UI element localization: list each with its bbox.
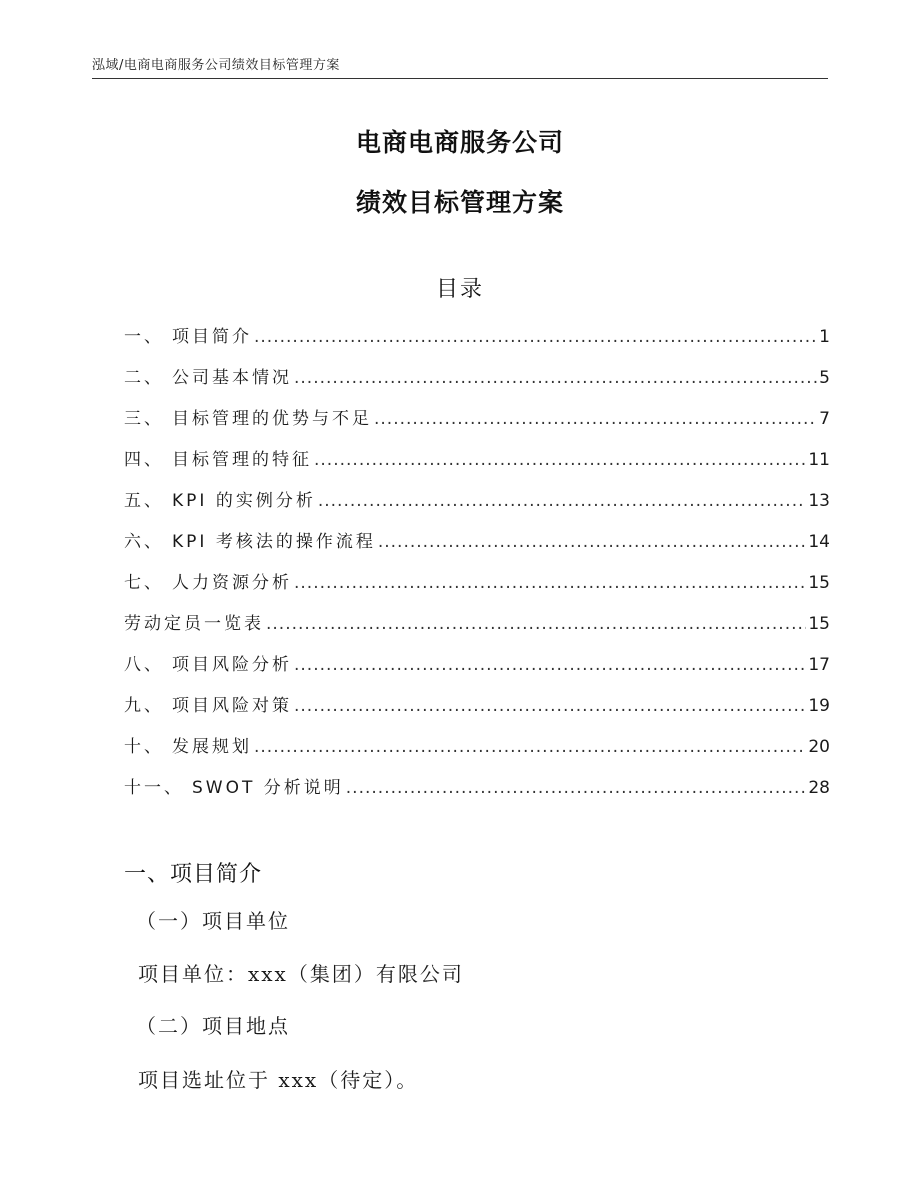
table-of-contents: [124, 323, 830, 815]
toc-entry-label: 项目风险对策: [172, 696, 292, 716]
toc-entry-label: 人力资源分析: [172, 573, 292, 593]
toc-entry-page: 13: [808, 491, 830, 511]
header-divider: [92, 78, 828, 79]
toc-entry[interactable]: [124, 323, 830, 364]
toc-entry[interactable]: [124, 733, 830, 774]
toc-entry-label: KPI 考核法的操作流程: [172, 532, 376, 552]
toc-entry-number: 一、: [124, 327, 164, 347]
toc-entry-page: 11: [808, 450, 830, 470]
running-header: 泓域/电商电商服务公司绩效目标管理方案: [92, 58, 340, 73]
toc-entry[interactable]: [124, 487, 830, 528]
toc-entry-number: 六、: [124, 532, 164, 552]
toc-leader-dots: [254, 733, 806, 761]
toc-leader-dots: [318, 487, 807, 515]
toc-entry-number: 二、: [124, 368, 164, 388]
toc-entry-page: 14: [808, 532, 830, 552]
toc-leader-dots: [294, 692, 806, 720]
toc-entry-number: 十一、: [124, 778, 184, 798]
toc-entry[interactable]: [124, 446, 830, 487]
document-title-line-2: 绩效目标管理方案: [355, 188, 564, 217]
toc-entry[interactable]: [124, 692, 830, 733]
toc-entry-page: 1: [819, 327, 830, 347]
toc-entry-label: 项目简介: [172, 327, 252, 347]
toc-entry-page: 15: [808, 614, 830, 634]
toc-leader-dots: [314, 446, 806, 474]
toc-entry-page: 17: [808, 655, 830, 675]
toc-entry[interactable]: [124, 364, 830, 405]
toc-entry-page: 15: [808, 573, 830, 593]
section-heading-project-intro: 一、项目简介: [124, 862, 263, 887]
toc-entry-label: 目标管理的优势与不足: [172, 409, 372, 429]
toc-leader-dots: [254, 323, 817, 351]
toc-leader-dots: [294, 569, 806, 597]
toc-entry-page: 7: [819, 409, 830, 429]
document-title-line-1: 电商电商服务公司: [355, 128, 564, 157]
toc-leader-dots: [346, 774, 807, 802]
toc-entry-number: 四、: [124, 450, 164, 470]
toc-entry-page: 19: [808, 696, 830, 716]
toc-entry[interactable]: [124, 774, 830, 815]
toc-entry-number: 五、: [124, 491, 164, 511]
toc-entry-number: 七、: [124, 573, 164, 593]
toc-leader-dots: [374, 405, 817, 433]
toc-leader-dots: [294, 651, 806, 679]
toc-entry-page: 20: [808, 737, 830, 757]
toc-leader-dots: [294, 364, 817, 392]
toc-entry-number: 三、: [124, 409, 164, 429]
toc-entry[interactable]: [124, 651, 830, 692]
toc-entry-label: 项目风险分析: [172, 655, 292, 675]
toc-entry-label: 发展规划: [172, 737, 252, 757]
toc-entry-number: 十、: [124, 737, 164, 757]
toc-entry-number: 八、: [124, 655, 164, 675]
toc-entry[interactable]: [124, 528, 830, 569]
subheading-project-location: （二）项目地点: [136, 1014, 290, 1038]
toc-entry-label: 公司基本情况: [172, 368, 292, 388]
toc-entry[interactable]: [124, 610, 830, 651]
toc-entry-page: 28: [808, 778, 830, 798]
paragraph-project-location: 项目选址位于 xxx（待定）。: [138, 1068, 419, 1092]
toc-entry-label: 目标管理的特征: [172, 450, 312, 470]
toc-leader-dots: [378, 528, 807, 556]
subheading-project-unit: （一）项目单位: [136, 909, 290, 933]
toc-entry-number: 九、: [124, 696, 164, 716]
toc-entry-label: KPI 的实例分析: [172, 491, 316, 511]
paragraph-project-unit: 项目单位：xxx（集团）有限公司: [138, 962, 464, 986]
toc-entry[interactable]: [124, 569, 830, 610]
toc-entry-label: 劳动定员一览表: [124, 614, 264, 634]
toc-entry-page: 5: [819, 368, 830, 388]
toc-entry[interactable]: [124, 405, 830, 446]
toc-leader-dots: [266, 610, 806, 638]
toc-heading: 目录: [435, 277, 484, 302]
toc-entry-label: SWOT 分析说明: [192, 778, 344, 798]
